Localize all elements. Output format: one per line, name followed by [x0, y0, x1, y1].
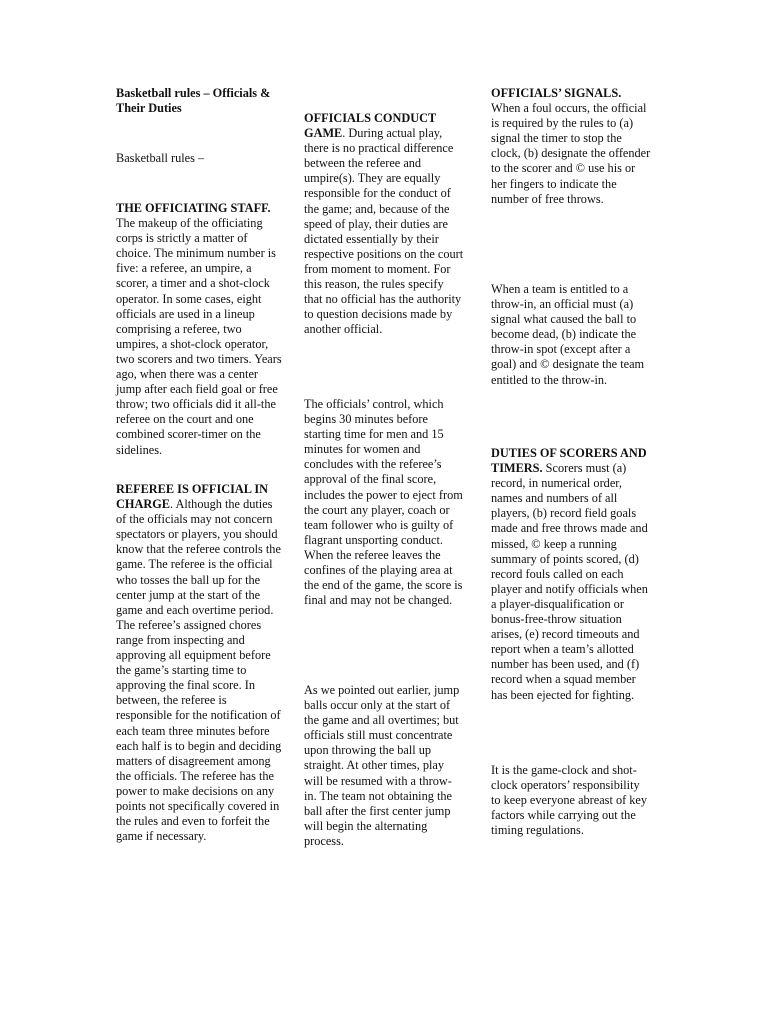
jump-ball-paragraph: As we pointed out earlier, jump balls occur only at the start of the game and all overtimes; but officials still must concentrate upon throwing the ball up straight. At other times, play will be resumed with a throw-in. The team not obtaining the ball after the first center jump will begin the alternating process. — [304, 683, 460, 848]
conduct-section — [304, 111, 464, 337]
signals-section — [491, 86, 651, 207]
scorers-text: Scorers must (a) record, in numerical order, names and numbers of all players, (b) record field goals made and free throws made and missed, © keep a running summary of points scored, (d) record fouls called on each player and notify officials when a player-disqualification or bonus-free-throw situation arises, (e) record timeouts and report when a team’s allotted number has been used, and (f) record when a squad member has been ejected for fighting. — [491, 461, 648, 702]
scorers-heading: DUTIES OF SCORERS AND TIMERS. — [491, 446, 647, 476]
clock-paragraph: It is the game-clock and shot-clock operators’ responsibility to keep everyone abreast of key factors while carrying out the timing regulations. — [491, 763, 648, 838]
document-subtitle: Basketball rules – — [116, 151, 205, 165]
conduct-text: . During actual play, there is no practical difference between the referee and umpire(s). They are equally responsible for the conduct of the game; and, because of the speed of play, their duties are dictated essentially by their respective positions on the court from moment to moment. For this reason, the rules specify that no official has the authority to question decisions made by another official. — [304, 126, 464, 337]
signals-heading: OFFICIALS’ SIGNALS. — [491, 86, 622, 100]
throw-in-paragraph: When a team is entitled to a throw-in, an official must (a) signal what caused the ball to become dead, (b) indicate the throw-in spot (except after a goal) and © designate the team entitled to the throw-in. — [491, 282, 645, 387]
referee-section — [116, 482, 282, 844]
officiating-staff-text: The makeup of the officiating corps is strictly a matter of choice. The minimum number is five: a referee, an umpire, a scorer, a timer and a shot-clock operator. In some cases, eight officials are used in a lineup comprising a referee, two umpires, a shot-clock operator, two scorers and two timers. Years ago, when there was a center jump after each field goal or free throw; two officials did it all-the referee on the court and one combined scorer-timer on the sidelines. — [116, 216, 282, 457]
officiating-staff-section — [116, 201, 282, 458]
document-title: Basketball rules – Officials & Their Duties — [116, 86, 271, 116]
conduct-heading: OFFICIALS CONDUCT GAME — [304, 111, 436, 141]
scorers-section — [491, 446, 651, 703]
referee-text: . Although the duties of the officials may not concern spectators or players, you should know that the referee controls the game. The referee is the official who tosses the ball up for the center jump at the start of the game and each overtime period. The referee’s assigned chores range from inspecting and approving all equipment before the game’s starting time to approving the final score. In between, the referee is responsible for the notification of each team three minutes before each half is to begin and deciding matters of disagreement among the officials. The referee has the power to make decisions on any points not specifically covered in the rules and even to forfeit the game if necessary. — [116, 497, 282, 844]
signals-text: When a foul occurs, the official is required by the rules to (a) signal the timer to stop the clock, (b) designate the offender to the scorer and © use his or her fingers to indicate the number of free throws. — [491, 101, 651, 206]
control-paragraph: The officials’ control, which begins 30 minutes before starting time for men and 15 minutes for women and concludes with the referee’s approval of the final score, includes the power to eject from the court any player, coach or team follower who is guilty of flagrant unsporting conduct. When the referee leaves the confines of the playing area at the end of the game, the score is final and may not be changed. — [304, 397, 463, 608]
officiating-staff-heading: THE OFFICIATING STAFF. — [116, 201, 271, 215]
referee-heading: REFEREE IS OFFICIAL IN CHARGE — [116, 482, 269, 512]
